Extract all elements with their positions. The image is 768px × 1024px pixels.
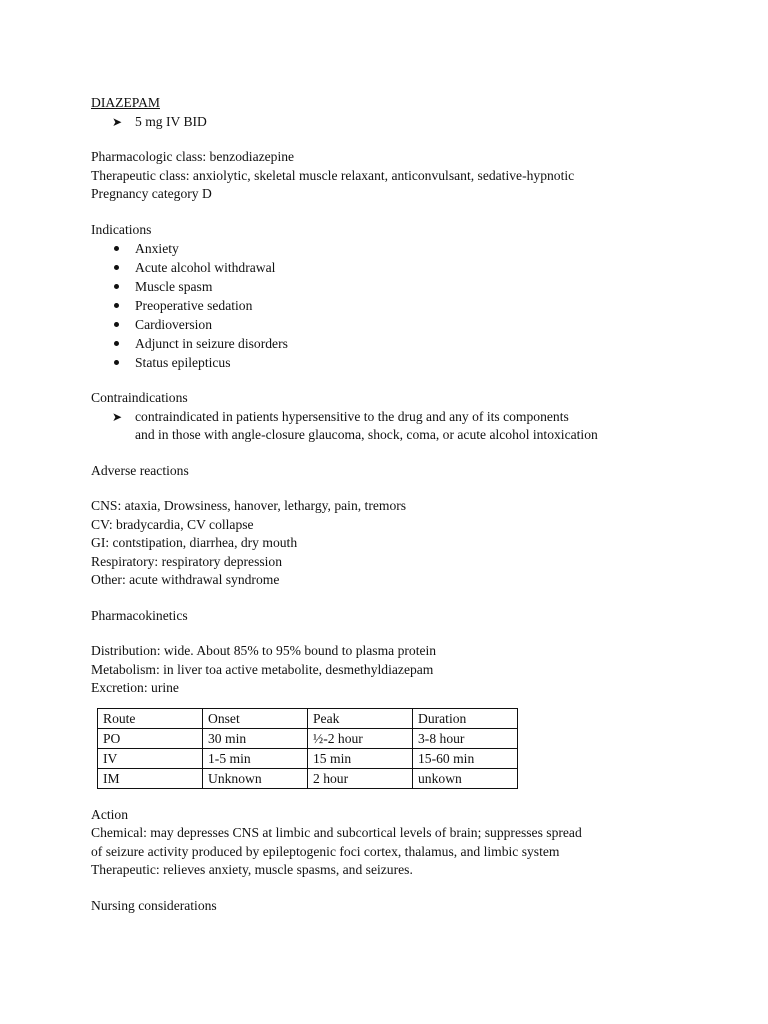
arrow-bullet-icon: ➤ [112, 409, 123, 424]
bullet-icon [114, 341, 119, 346]
distribution-text: Distribution: wide. About 85% to 95% bound to plasma protein [91, 643, 437, 658]
spacer [91, 445, 711, 462]
list-item-text: Status epilepticus [135, 355, 231, 370]
contraindications-heading: Contraindications [91, 390, 188, 405]
adverse-gi: GI: contstipation, diarrhea, dry mouth [91, 535, 298, 550]
metabolism-text: Metabolism: in liver toa active metabolite, desmethyldiazepam [91, 661, 434, 677]
table-cell: PO [98, 728, 203, 748]
arrow-bullet-icon: ➤ [112, 114, 123, 129]
excretion-text: Excretion: urine [91, 680, 179, 695]
indications-list [91, 239, 711, 372]
contraindications-item [112, 408, 711, 445]
list-item-text: Anxiety [135, 241, 179, 256]
table-cell: 2 hour [308, 768, 413, 788]
pregnancy-category: Pregnancy category D [91, 186, 212, 201]
nursing-heading: Nursing considerations [91, 897, 217, 913]
spacer [91, 131, 711, 148]
dose-list [91, 113, 711, 132]
spacer [91, 480, 711, 497]
list-item [112, 296, 711, 315]
list-item [112, 353, 711, 372]
table-row [98, 748, 518, 768]
table-cell: IM [98, 768, 203, 788]
pharmacokinetics-heading: Pharmacokinetics [91, 607, 188, 623]
list-item [112, 239, 711, 258]
list-item-text: Cardioversion [135, 317, 213, 332]
list-item [112, 277, 711, 296]
table-header-cell: Duration [413, 708, 518, 728]
contraindications-list [91, 408, 711, 445]
list-item [112, 258, 711, 277]
table-cell: 30 min [203, 728, 308, 748]
table-cell: 15 min [308, 748, 413, 768]
contraindications-line-1: contraindicated in patients hypersensitive to the drug and any of its components [135, 408, 569, 424]
spacer [91, 372, 711, 389]
table-cell: Unknown [203, 768, 308, 788]
indications-heading: Indications [91, 221, 152, 237]
table-cell: 1-5 min [203, 748, 308, 768]
action-heading: Action [91, 806, 128, 822]
spacer [91, 590, 711, 607]
pharmacokinetics-table [97, 708, 518, 789]
table-cell: 15-60 min [413, 748, 518, 768]
list-item-text: Preoperative sedation [135, 298, 253, 313]
table-header-cell: Peak [308, 708, 413, 728]
dose-item [112, 113, 711, 132]
adverse-cv: CV: bradycardia, CV collapse [91, 516, 254, 532]
list-item [112, 334, 711, 353]
table-row [98, 728, 518, 748]
table-cell: unkown [413, 768, 518, 788]
table-header-row [98, 708, 518, 728]
adverse-respiratory: Respiratory: respiratory depression [91, 553, 283, 569]
bullet-icon [114, 360, 119, 365]
table-header-cell: Route [98, 708, 203, 728]
document-page [91, 94, 711, 915]
bullet-icon [114, 322, 119, 327]
action-therapeutic: Therapeutic: relieves anxiety, muscle spasms, and seizures. [91, 862, 413, 877]
spacer [91, 789, 711, 806]
action-chemical-line-2: of seizure activity produced by epileptogenic foci cortex, thalamus, and limbic system [91, 843, 560, 859]
list-item-text: Acute alcohol withdrawal [135, 260, 276, 275]
adverse-heading: Adverse reactions [91, 462, 189, 478]
adverse-other: Other: acute withdrawal syndrome [91, 572, 280, 587]
table-cell: ½-2 hour [308, 728, 413, 748]
bullet-icon [114, 284, 119, 289]
pharmacologic-class: Pharmacologic class: benzodiazepine [91, 149, 295, 164]
action-chemical-line-1: Chemical: may depresses CNS at limbic and subcortical levels of brain; suppresses spread [91, 825, 582, 840]
therapeutic-class: Therapeutic class: anxiolytic, skeletal muscle relaxant, anticonvulsant, sedative-hypnotic [91, 167, 575, 183]
table-row [98, 768, 518, 788]
table-cell: 3-8 hour [413, 728, 518, 748]
dose-text: 5 mg IV BID [135, 113, 207, 129]
spacer [91, 880, 711, 897]
spacer [91, 204, 711, 221]
table-cell: IV [98, 748, 203, 768]
bullet-icon [114, 246, 119, 251]
drug-title: DIAZEPAM [91, 95, 160, 110]
list-item [112, 315, 711, 334]
spacer [91, 625, 711, 642]
list-item-text: Adjunct in seizure disorders [135, 336, 288, 351]
list-item-text: Muscle spasm [135, 279, 213, 294]
bullet-icon [114, 265, 119, 270]
contraindications-line-2: and in those with angle-closure glaucoma, shock, coma, or acute alcohol intoxication [135, 427, 598, 442]
adverse-cns: CNS: ataxia, Drowsiness, hanover, lethargy, pain, tremors [91, 498, 407, 513]
table-header-cell: Onset [203, 708, 308, 728]
bullet-icon [114, 303, 119, 308]
